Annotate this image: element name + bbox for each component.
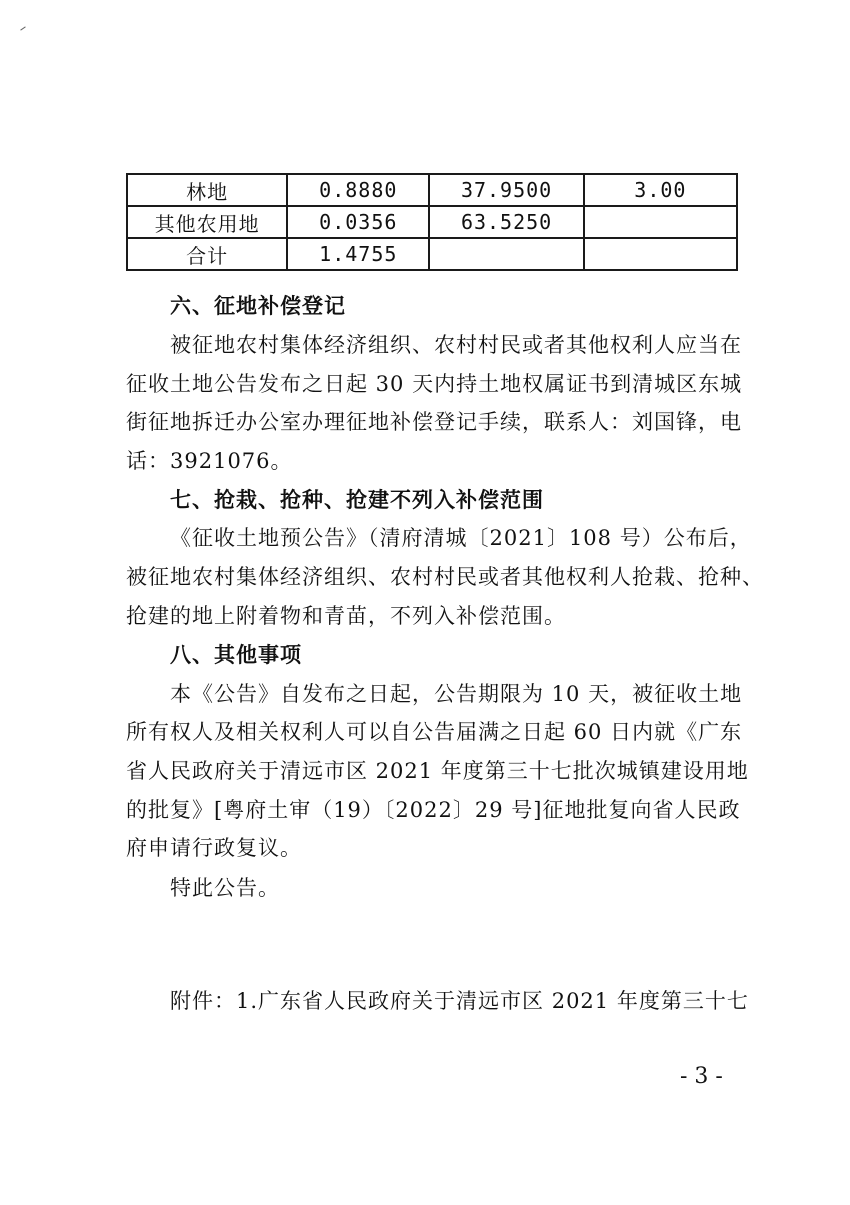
paragraph-line: 所有权人及相关权利人可以自公告届满之日起 60 日内就《广东 [126, 720, 743, 744]
table-cell: 0.8880 [287, 174, 429, 206]
table-cell [584, 206, 737, 238]
table-cell: 37.9500 [429, 174, 583, 206]
paragraph-line: 《征收土地预公告》（清府清城〔2021〕108 号）公布后， [170, 526, 752, 550]
paragraph-line: 话：3921076。 [126, 449, 293, 473]
paragraph-line: 抢建的地上附着物和青苗，不列入补偿范围。 [126, 604, 566, 628]
paragraph-line: 征收土地公告发布之日起 30 天内持土地权属证书到清城区东城 [126, 372, 743, 396]
section-6-heading: 六、征地补偿登记 [170, 294, 346, 318]
table-cell: 林地 [127, 174, 287, 206]
paragraph-line: 的批复》[粤府土审（19）〔2022〕29 号]征地批复向省人民政 [126, 798, 741, 822]
table-cell: 3.00 [584, 174, 737, 206]
paragraph-line: 府申请行政复议。 [126, 836, 302, 860]
paragraph-line: 被征地农村集体经济组织、农村村民或者其他权利人应当在 [170, 333, 742, 357]
paragraph-line: 街征地拆迁办公室办理征地补偿登记手续，联系人：刘国锋，电 [126, 410, 742, 434]
table-cell: 合计 [127, 238, 287, 270]
table-cell: 63.5250 [429, 206, 583, 238]
section-7-heading: 七、抢栽、抢种、抢建不列入补偿范围 [170, 488, 544, 512]
page-number: - 3 - [680, 1064, 723, 1089]
table-row [127, 174, 737, 206]
section-8-heading: 八、其他事项 [170, 643, 302, 667]
attachment-line: 附件：1.广东省人民政府关于清远市区 2021 年度第三十七 [170, 989, 749, 1013]
table-row [127, 238, 737, 270]
table-cell: 0.0356 [287, 206, 429, 238]
closing-line: 特此公告。 [170, 876, 280, 900]
table-row [127, 206, 737, 238]
scan-mark [20, 26, 25, 30]
land-table [126, 173, 738, 271]
paragraph-line: 省人民政府关于清远市区 2021 年度第三十七批次城镇建设用地 [126, 759, 749, 783]
table-cell: 其他农用地 [127, 206, 287, 238]
table-cell [584, 238, 737, 270]
paragraph-line: 本《公告》自发布之日起，公告期限为 10 天，被征收土地 [170, 682, 743, 706]
table-cell: 1.4755 [287, 238, 429, 270]
paragraph-line: 被征地农村集体经济组织、农村村民或者其他权利人抢栽、抢种、 [126, 565, 764, 589]
table-cell [429, 238, 583, 270]
